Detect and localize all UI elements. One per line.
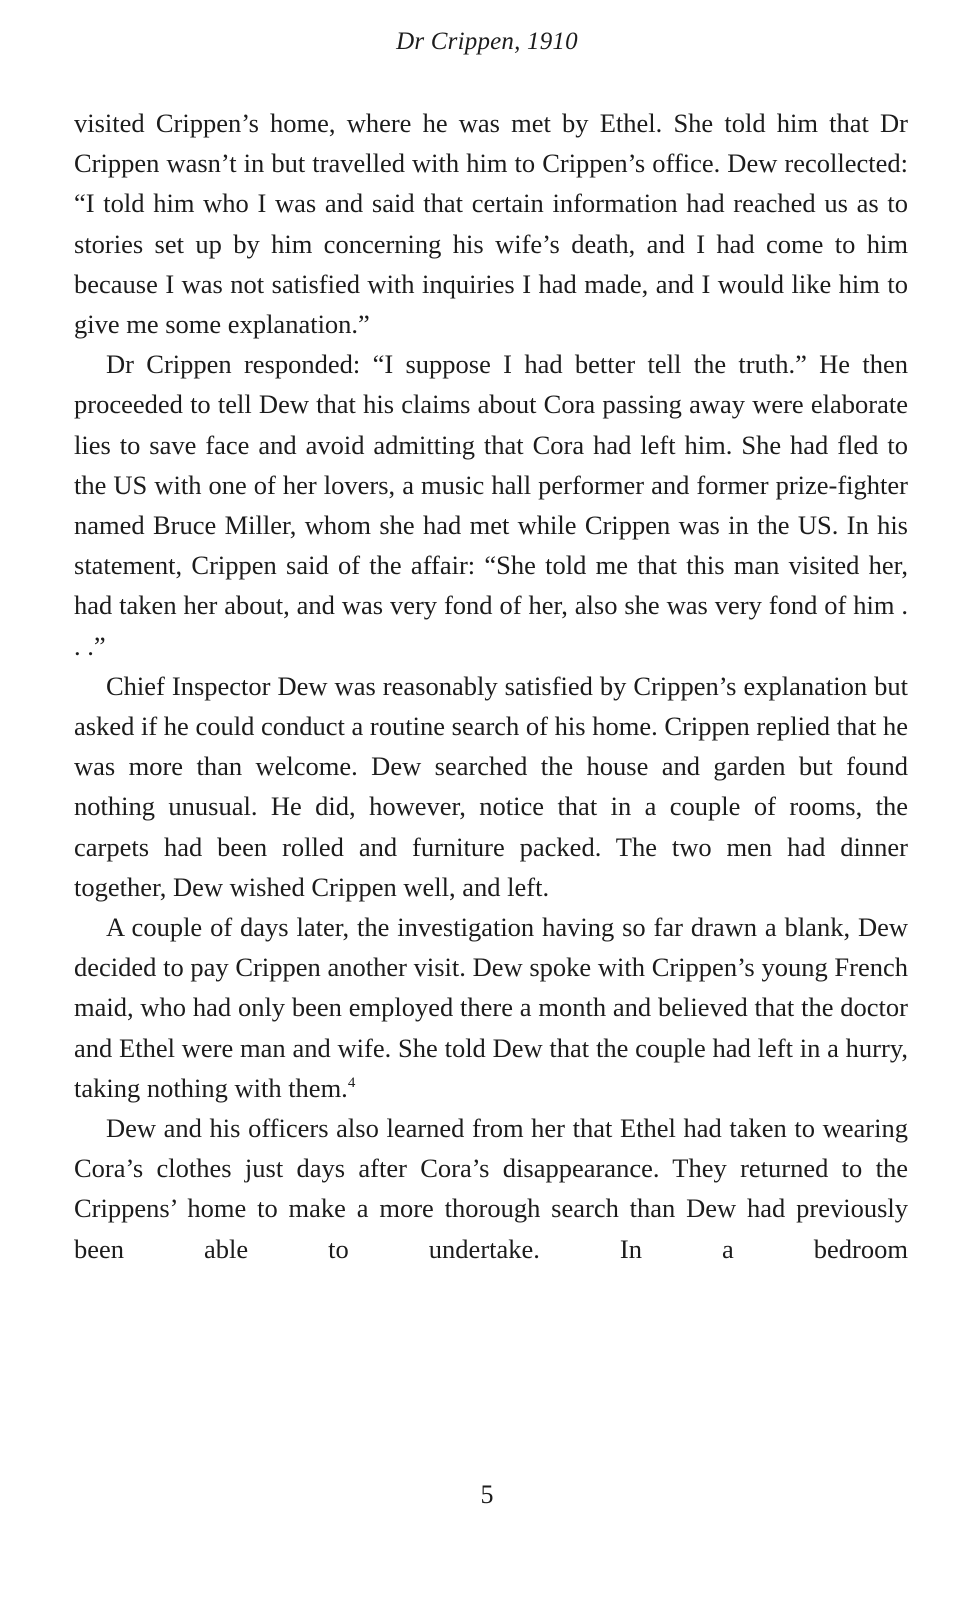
paragraph-2: Dr Crippen responded: “I suppose I had better tell the truth.” He then proceeded to tell Dew that his claims about Cora passing away were elaborate lies to save face and avoid admitting that Cora had left him. She had fled to the US with one of her lovers, a music hall performer and former prize-fighter named Bruce Miller, whom she had met while Crippen was in the US. In his statement, Crippen said of the affair: “She told me that this man visited her, had taken her about, and was very fond of her, also she was very fond of him . . .”: [74, 349, 908, 661]
paragraph-1: visited Crippen’s home, where he was met by Ethel. She told him that Dr Crippen wasn’t in but travelled with him to Crippen’s office. Dew recollected: “I told him who I was and said that certain information had reached us as to stories set up by him concerning his wife’s death, and I had come to him because I was not satisfied with inquiries I had made, and I would like him to give me some explanation.”: [74, 108, 908, 340]
page-number: 5: [480, 1480, 494, 1509]
paragraph-3: Chief Inspector Dew was reasonably satisfied by Crippen’s explanation but asked if he could conduct a routine search of his home. Crippen replied that he was more than welcome. Dew searched the house and garden but found nothing unusual. He did, however, notice that in a couple of rooms, the carpets had been rolled and furniture packed. The two men had dinner together, Dew wished Crippen well, and left.: [74, 670, 908, 902]
paragraph-4: [74, 907, 908, 1108]
paragraph-5: Dew and his officers also learned from her that Ethel had taken to wearing Cora’s clothes just days after Cora’s disappearance. They returned to the Crippens’ home to make a more thorough search than Dew had previously been able to undertake. In a bedroom: [74, 1113, 908, 1264]
paragraph-4-text: A couple of days later, the investigation having so far drawn a blank, Dew decided to pay Crippen another visit. Dew spoke with Crippen’s young French maid, who had only been employed there a month and believed that the doctor and Ethel were man and wife. She told Dew that the couple had left in a hurry, taking nothing with them.: [74, 912, 908, 1103]
footnote-marker: 4: [347, 1075, 356, 1092]
body-text: [74, 103, 908, 1269]
running-head: Dr Crippen, 1910: [396, 28, 578, 55]
